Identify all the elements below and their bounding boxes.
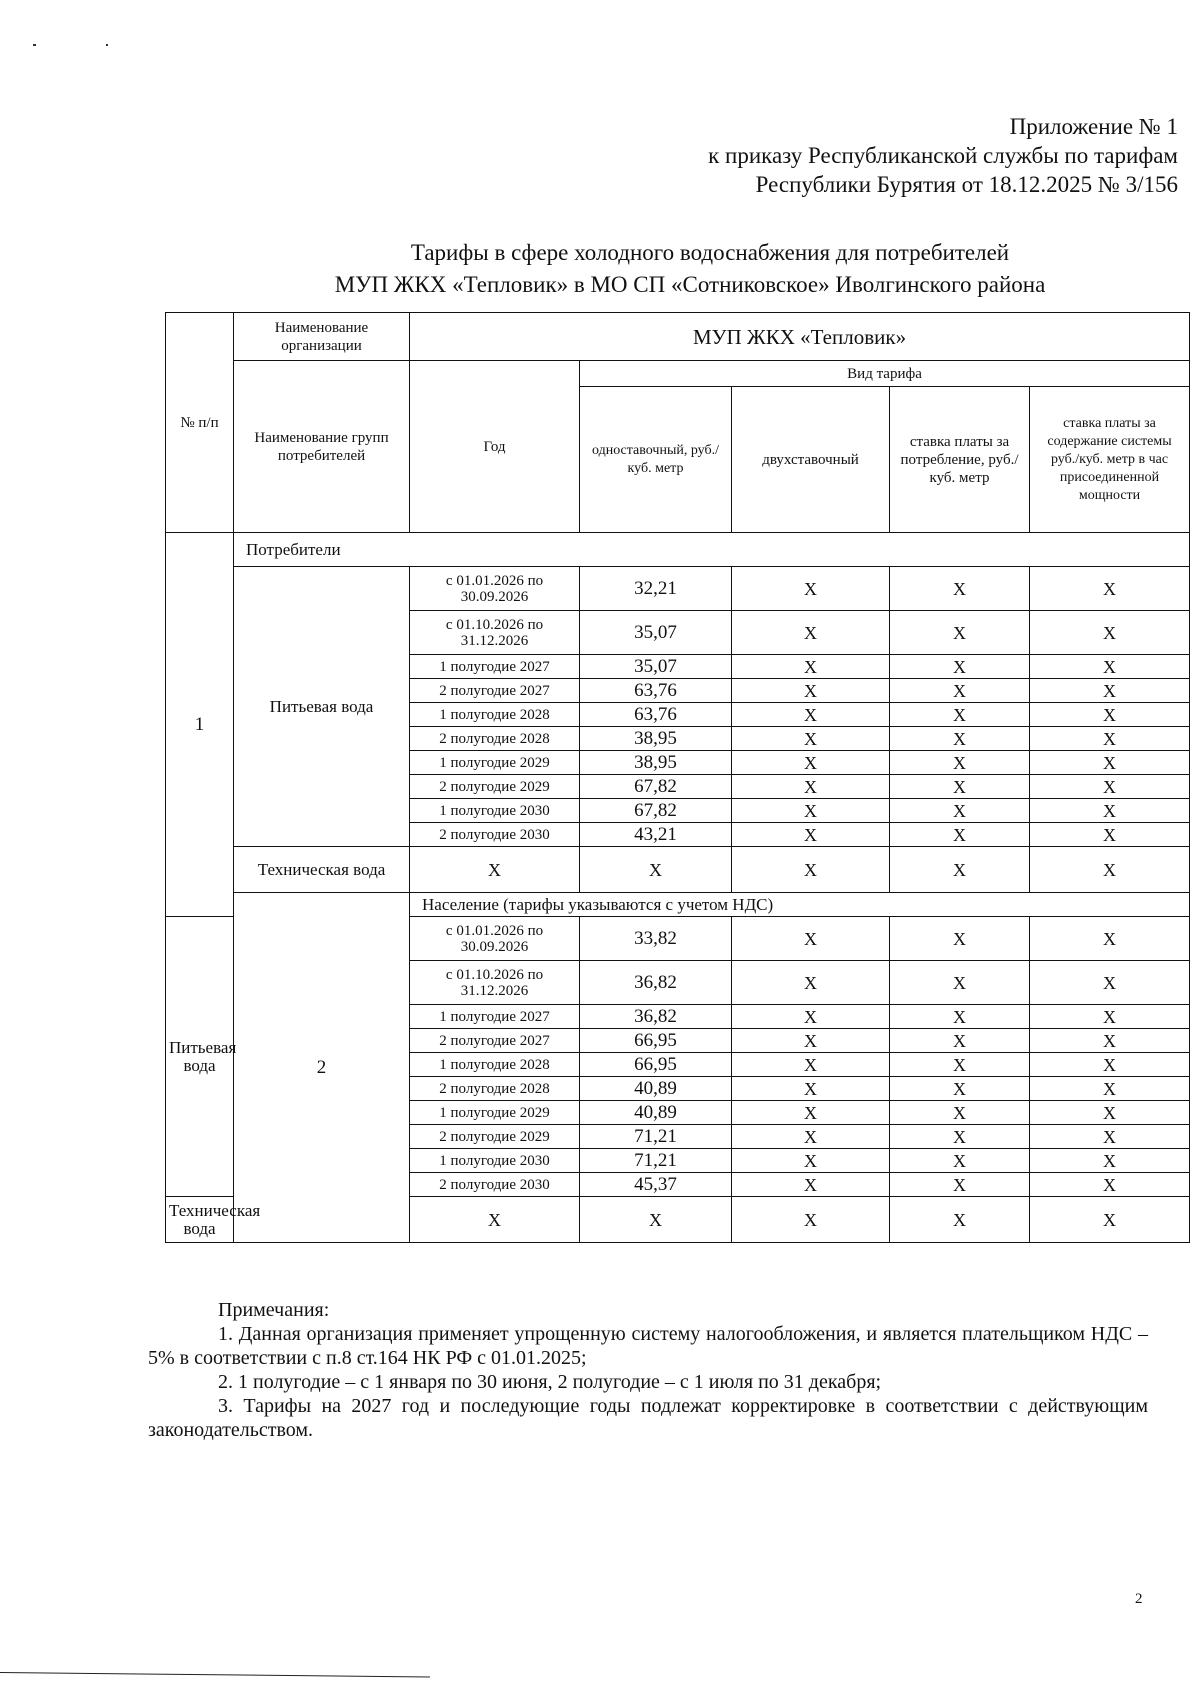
consumption-rate-cell: X: [890, 655, 1030, 679]
appendix-header: [708, 112, 1178, 199]
title-line-1: Тарифы в сфере холодного водоснабжения для потребителей: [410, 240, 1010, 265]
single-rate-cell: 38,95: [580, 751, 732, 775]
consumption-rate-cell: X: [890, 1077, 1030, 1101]
period-cell: 1 полугодие 2030: [410, 799, 580, 823]
single-rate-cell: 66,95: [580, 1029, 732, 1053]
page-number: 2: [1135, 1591, 1143, 1607]
maintenance-rate-cell: X: [1030, 1005, 1190, 1029]
maintenance-rate-cell: X: [1030, 1125, 1190, 1149]
period-cell: 2 полугодие 2027: [410, 1029, 580, 1053]
consumption-rate-cell: X: [890, 823, 1030, 847]
period-cell: 1 полугодие 2028: [410, 1053, 580, 1077]
single-rate-cell: 67,82: [580, 799, 732, 823]
header-consumption-rate: ставка платы за потребление, руб./ куб. метр: [890, 387, 1030, 533]
consumption-rate-cell: X: [890, 799, 1030, 823]
header-row-tariff-type: [166, 361, 1190, 387]
consumption-rate-cell: X: [890, 1029, 1030, 1053]
note-item: 1. Данная организация применяет упрощенную систему налогообложения, и является плательщиком НДС – 5% в соответствии с п.8 ст.164 НК РФ с 01.01.2025;: [148, 1323, 1148, 1369]
single-rate-cell: 71,21: [580, 1125, 732, 1149]
consumption-rate-cell: X: [890, 567, 1030, 611]
header-two-rate: двухставочный: [732, 387, 890, 533]
maintenance-rate-cell: X: [1030, 1101, 1190, 1125]
header-single-rate: одноставочный, руб./ куб. метр: [580, 387, 732, 533]
technical-water-label: Техническая вода: [234, 847, 410, 893]
two-rate-cell: X: [732, 961, 890, 1005]
section-title-row: [166, 533, 1190, 567]
maintenance-rate-cell: X: [1030, 679, 1190, 703]
appendix-number: Приложение № 1: [1009, 114, 1178, 139]
period-cell: 2 полугодие 2028: [410, 727, 580, 751]
consumption-rate-cell: X: [890, 961, 1030, 1005]
maintenance-rate-cell: X: [1030, 1029, 1190, 1053]
notes-title: Примечания:: [218, 1299, 330, 1321]
two-rate-cell: X: [732, 655, 890, 679]
section-number: 1: [166, 533, 234, 917]
period-cell: 2 полугодие 2030: [410, 823, 580, 847]
maintenance-rate-cell: X: [1030, 1077, 1190, 1101]
maintenance-rate-cell: X: [1030, 611, 1190, 655]
maintenance-rate-cell: X: [1030, 775, 1190, 799]
maintenance-rate-cell: X: [1030, 847, 1190, 893]
two-rate-cell: X: [732, 799, 890, 823]
note-item: 2. 1 полугодие – с 1 января по 30 июня, 2 полугодие – с 1 июля по 31 декабря;: [218, 1371, 882, 1393]
section-number: 2: [234, 893, 410, 1243]
two-rate-cell: X: [732, 679, 890, 703]
single-rate-cell: 66,95: [580, 1053, 732, 1077]
scan-speck: [33, 44, 36, 46]
single-rate-cell: 35,07: [580, 611, 732, 655]
consumption-rate-cell: X: [890, 1125, 1030, 1149]
period-cell: с 01.10.2026 по 31.12.2026: [410, 611, 580, 655]
period-cell: 1 полугодие 2029: [410, 1101, 580, 1125]
maintenance-rate-cell: X: [1030, 751, 1190, 775]
consumption-rate-cell: X: [890, 775, 1030, 799]
two-rate-cell: X: [732, 1053, 890, 1077]
period-cell: X: [410, 1197, 580, 1243]
two-rate-cell: X: [732, 823, 890, 847]
period-cell: 2 полугодие 2029: [410, 1125, 580, 1149]
period-cell: 2 полугодие 2029: [410, 775, 580, 799]
tariff-table: [165, 312, 1190, 1243]
period-cell: с 01.10.2026 по 31.12.2026: [410, 961, 580, 1005]
maintenance-rate-cell: X: [1030, 961, 1190, 1005]
header-org-label: Наименование организации: [234, 313, 410, 361]
consumption-rate-cell: X: [890, 1173, 1030, 1197]
consumption-rate-cell: X: [890, 727, 1030, 751]
appendix-date-line: Республики Бурятия от 18.12.2025 № 3/156: [755, 172, 1178, 197]
single-rate-cell: 45,37: [580, 1173, 732, 1197]
consumption-rate-cell: X: [890, 1053, 1030, 1077]
maintenance-rate-cell: X: [1030, 917, 1190, 961]
period-cell: X: [410, 847, 580, 893]
single-rate-cell: 43,21: [580, 823, 732, 847]
section-title: Население (тарифы указываются с учетом НДС): [410, 893, 1190, 917]
two-rate-cell: X: [732, 1125, 890, 1149]
single-rate-cell: 40,89: [580, 1101, 732, 1125]
two-rate-cell: X: [732, 727, 890, 751]
header-tariff-type: Вид тарифа: [580, 361, 1190, 387]
two-rate-cell: X: [732, 1101, 890, 1125]
consumption-rate-cell: X: [890, 917, 1030, 961]
footer-divider: [0, 1672, 430, 1678]
two-rate-cell: X: [732, 1197, 890, 1243]
consumption-rate-cell: X: [890, 1101, 1030, 1125]
period-cell: 1 полугодие 2029: [410, 751, 580, 775]
header-org-name: МУП ЖКХ «Тепловик»: [410, 313, 1190, 361]
single-rate-cell: 63,76: [580, 679, 732, 703]
maintenance-rate-cell: X: [1030, 655, 1190, 679]
technical-water-label: Техническая вода: [166, 1197, 234, 1243]
two-rate-cell: X: [732, 567, 890, 611]
section-title: Потребители: [234, 533, 1190, 567]
consumption-rate-cell: X: [890, 1149, 1030, 1173]
maintenance-rate-cell: X: [1030, 1053, 1190, 1077]
document-title: [240, 237, 1140, 301]
technical-water-row: [166, 847, 1190, 893]
two-rate-cell: X: [732, 1173, 890, 1197]
title-line-2: МУП ЖКХ «Тепловик» в МО СП «Сотниковское» Иволгинского района: [334, 272, 1046, 297]
single-rate-cell: 63,76: [580, 703, 732, 727]
consumption-rate-cell: X: [890, 751, 1030, 775]
two-rate-cell: X: [732, 847, 890, 893]
header-num: № п/п: [166, 313, 234, 533]
two-rate-cell: X: [732, 611, 890, 655]
maintenance-rate-cell: X: [1030, 567, 1190, 611]
single-rate-cell: 36,82: [580, 961, 732, 1005]
period-cell: 1 полугодие 2027: [410, 1005, 580, 1029]
period-cell: 1 полугодие 2030: [410, 1149, 580, 1173]
maintenance-rate-cell: X: [1030, 799, 1190, 823]
consumption-rate-cell: X: [890, 847, 1030, 893]
two-rate-cell: X: [732, 917, 890, 961]
two-rate-cell: X: [732, 703, 890, 727]
header-group-label: Наименование групп потребителей: [234, 361, 410, 533]
two-rate-cell: X: [732, 1005, 890, 1029]
maintenance-rate-cell: X: [1030, 823, 1190, 847]
period-cell: 2 полугодие 2028: [410, 1077, 580, 1101]
header-maintenance-rate: ставка платы за содержание системы руб./куб. метр в час присоединенной мощности: [1030, 387, 1190, 533]
single-rate-cell: X: [580, 1197, 732, 1243]
maintenance-rate-cell: X: [1030, 703, 1190, 727]
consumption-rate-cell: X: [890, 703, 1030, 727]
single-rate-cell: 32,21: [580, 567, 732, 611]
consumption-rate-cell: X: [890, 679, 1030, 703]
note-item: 3. Тарифы на 2027 год и последующие годы подлежат корректировке в соответствии с действующим законодательством.: [148, 1395, 1148, 1441]
table-row: [166, 567, 1190, 611]
appendix-order-line: к приказу Республиканской службы по тарифам: [708, 143, 1178, 168]
drinking-water-label: Питьевая вода: [166, 917, 234, 1197]
single-rate-cell: 36,82: [580, 1005, 732, 1029]
header-row-org: [166, 313, 1190, 361]
maintenance-rate-cell: X: [1030, 1149, 1190, 1173]
period-cell: 2 полугодие 2027: [410, 679, 580, 703]
drinking-water-label: Питьевая вода: [234, 567, 410, 847]
notes-section: [148, 1298, 1148, 1442]
period-cell: 1 полугодие 2028: [410, 703, 580, 727]
single-rate-cell: 38,95: [580, 727, 732, 751]
consumption-rate-cell: X: [890, 611, 1030, 655]
two-rate-cell: X: [732, 751, 890, 775]
single-rate-cell: 35,07: [580, 655, 732, 679]
single-rate-cell: 40,89: [580, 1077, 732, 1101]
single-rate-cell: 67,82: [580, 775, 732, 799]
single-rate-cell: 33,82: [580, 917, 732, 961]
two-rate-cell: X: [732, 1029, 890, 1053]
section-title-row: [166, 893, 1190, 917]
scan-speck: [106, 44, 108, 46]
period-cell: с 01.01.2026 по 30.09.2026: [410, 567, 580, 611]
two-rate-cell: X: [732, 1077, 890, 1101]
period-cell: с 01.01.2026 по 30.09.2026: [410, 917, 580, 961]
consumption-rate-cell: X: [890, 1197, 1030, 1243]
single-rate-cell: 71,21: [580, 1149, 732, 1173]
single-rate-cell: X: [580, 847, 732, 893]
consumption-rate-cell: X: [890, 1005, 1030, 1029]
maintenance-rate-cell: X: [1030, 1173, 1190, 1197]
header-year: Год: [410, 361, 580, 533]
two-rate-cell: X: [732, 1149, 890, 1173]
maintenance-rate-cell: X: [1030, 1197, 1190, 1243]
two-rate-cell: X: [732, 775, 890, 799]
period-cell: 2 полугодие 2030: [410, 1173, 580, 1197]
maintenance-rate-cell: X: [1030, 727, 1190, 751]
period-cell: 1 полугодие 2027: [410, 655, 580, 679]
